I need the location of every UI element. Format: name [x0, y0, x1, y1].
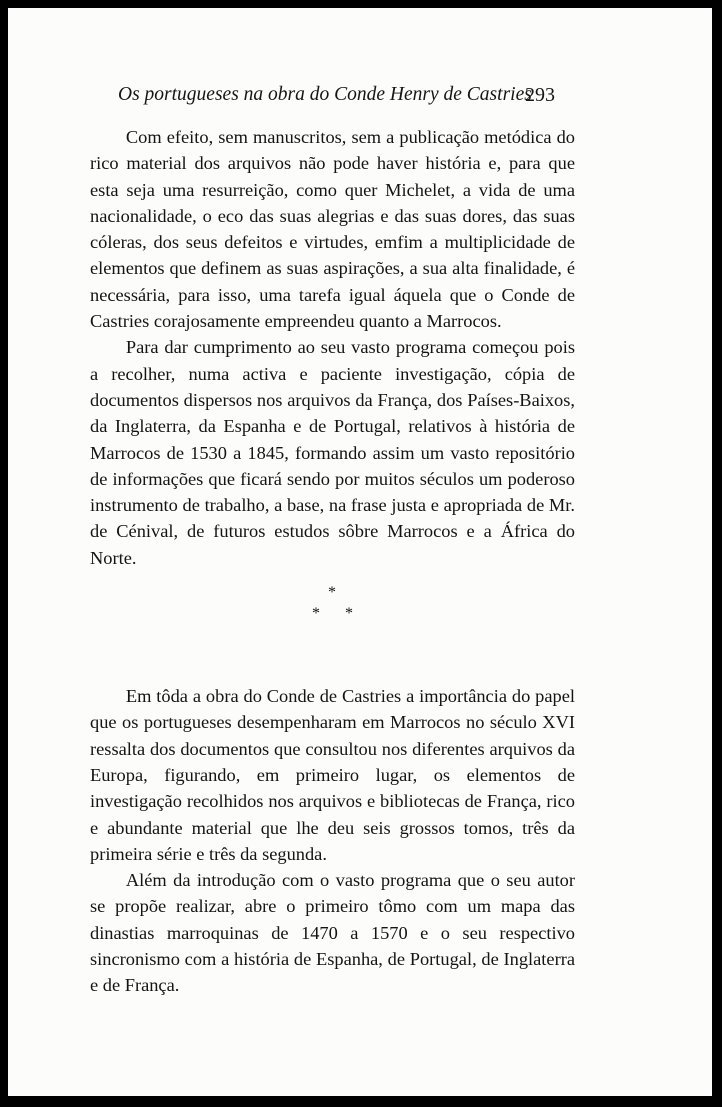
- asterism-star: *: [328, 584, 336, 602]
- running-head-title: Os portugueses na obra do Conde Henry de Castries: [118, 84, 532, 105]
- page-number: 293: [525, 84, 555, 106]
- body-text: [90, 124, 575, 999]
- paragraph-1: Com efeito, sem manuscritos, sem a publicação metódica do rico material dos arquivos não pode haver história e, para que esta seja uma resurreição, como quer Michelet, a vida de uma nacionalidade, o eco das suas alegrias e das suas dores, das suas cóleras, dos seus defeitos e virtudes, emfim a multiplicidade de elementos que definem as suas aspirações, a sua alta finalidade, é necessária, para isso, uma tarefa igual áquela que o Conde de Castries corajosamente empreendeu quanto a Marrocos.: [90, 127, 575, 332]
- running-head: [8, 78, 712, 108]
- asterism-star: *: [345, 605, 353, 623]
- paragraph-3: Em tôda a obra do Conde de Castries a importância do papel que os portugueses desempenharam em Marrocos no século XVI ressalta dos documentos que consultou nos diferentes arquivos da Europa, figurando, em primeiro lugar, os elementos de investigação recolhidos nos arquivos e bibliotecas de França, rico e abundante material que lhe deu seis grossos tomos, três da primeira série e três da segunda.: [90, 686, 575, 864]
- book-page: [8, 8, 712, 1096]
- asterism-star: *: [312, 605, 320, 623]
- paragraph-2: Para dar cumprimento ao seu vasto programa começou pois a recolher, numa activa e paciente investigação, cópia de documentos dispersos nos arquivos da França, dos Países-Baixos, da Inglaterra, da Espanha e de Portugal, relativos à história de Marrocos de 1530 a 1845, formando assim um vasto repositório de informações que ficará sendo por muitos séculos um poderoso instrumento de trabalho, a base, na frase justa e apropriada de Mr. de Cénival, de futuros estudos sôbre Marrocos e a África do Norte.: [90, 337, 575, 568]
- section-divider-asterism: [90, 571, 575, 683]
- paragraph-4: Além da introdução com o vasto programa que o seu autor se propõe realizar, abre o primeiro tômo com um mapa das dinastias marroquinas de 1470 a 1570 e o seu respectivo sincronismo com a história de Espanha, de Portugal, de Inglaterra e de França.: [90, 870, 575, 996]
